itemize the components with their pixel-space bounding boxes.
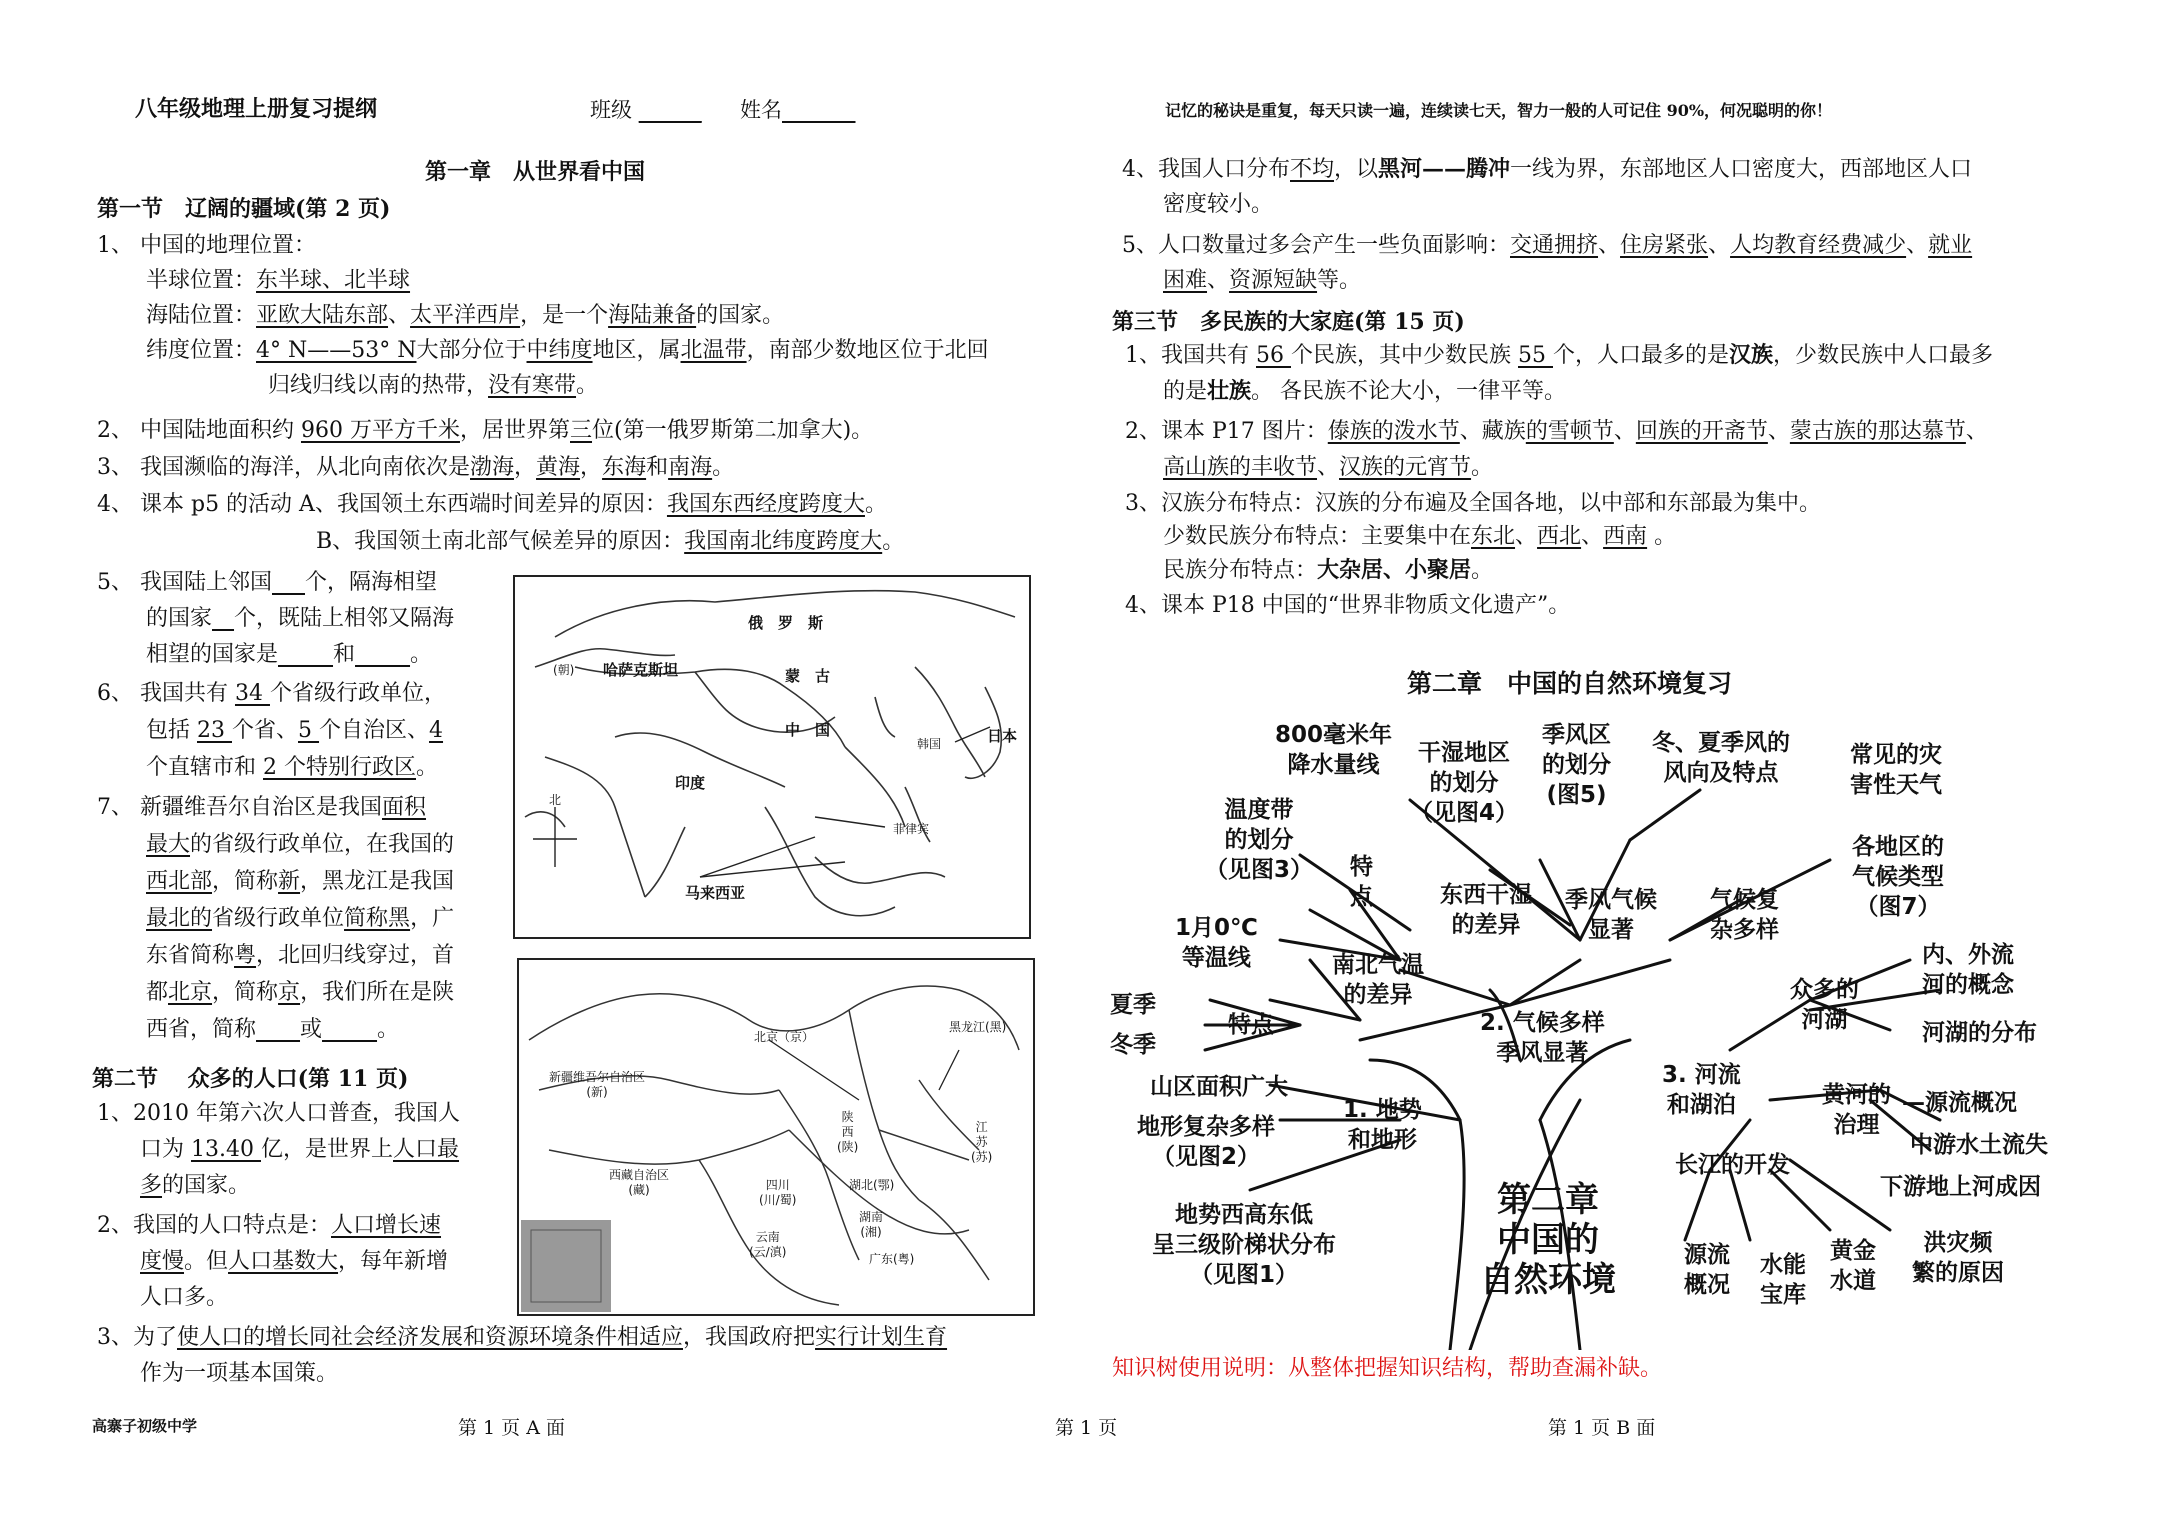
p1-2: 口为 13.40 亿，是世界上人口最 <box>140 1137 460 1162</box>
q7-5: 东省简称粤，北回归线穿过，首 <box>146 943 455 968</box>
tree-mountain: 山区面积广大 <box>1150 1074 1288 1100</box>
q6-2: 包括 23 个省、5 个自治区、4 <box>146 718 444 743</box>
tree-climate: 2. 气候多样 季风显著 <box>1480 1010 1605 1066</box>
q5-3: 相望的国家是_____和_____。 <box>146 642 433 667</box>
q7-4: 最北的省级行政单位简称黑，广 <box>146 906 455 931</box>
q5-1: 5、 我国陆上邻国___个，隔海相望 <box>97 570 438 595</box>
e1-2: 的是壮族。 各民族不论大小，一律平等。 <box>1163 378 1567 404</box>
footer-school: 高寨子初级中学 <box>92 1417 198 1435</box>
label-jiangsu: 江 苏 (苏) <box>971 1120 993 1164</box>
tree-monsoon-div: 季风区 的划分 (图5) <box>1542 722 1611 808</box>
chapter2-title: 第二章 中国的自然环境复习 <box>1407 669 1733 698</box>
chapter1-title: 第一章 从世界看中国 <box>425 159 646 185</box>
tree-east-west: 东西干湿 的差异 <box>1440 882 1532 938</box>
tree-feature2: 特点 <box>1228 1012 1274 1038</box>
tree-yangtze: 长江的开发 <box>1675 1152 1790 1178</box>
label-india: 印度 <box>675 774 706 792</box>
label-tibet: 西藏自治区 (藏) <box>609 1168 670 1197</box>
q5-2: 的国家__个，既陆上相邻又隔海 <box>146 606 455 631</box>
tree-climate-type: 各地区的 气候类型 （图7） <box>1852 834 1944 920</box>
q7-7: 西省，简称____或_____。 <box>146 1017 400 1042</box>
label-russia: 俄 罗 斯 <box>748 614 824 632</box>
p2-2: 度慢。但人口基数大，每年新增 <box>140 1249 449 1274</box>
compass-north: 北 <box>549 793 562 807</box>
label-shaanxi: 陕 西 (陕) <box>837 1110 859 1154</box>
q7-1: 7、 新疆维吾尔自治区是我国面积 <box>97 795 427 820</box>
tree-many-rivers: 众多的 河湖 <box>1790 977 1859 1033</box>
section3-heading: 第三节 多民族的大家庭(第 15 页) <box>1112 309 1465 335</box>
tree-disaster: 常见的灾 害性天气 <box>1850 742 1942 798</box>
label-beijing: 北京（京） <box>754 1030 815 1044</box>
tree-yangtze-source: 源流 概况 <box>1684 1242 1730 1298</box>
tree-usage-note: 知识树使用说明：从整体把握知识结构，帮助查漏补缺。 <box>1112 1356 1663 1381</box>
q2: 2、 中国陆地面积约 960 万平方千米，居世界第三位(第一俄罗斯第二加拿大)。 <box>97 418 874 443</box>
tree-wind: 冬、夏季风的 风向及特点 <box>1652 730 1790 786</box>
tree-river-bed: 下游地上河成因 <box>1880 1174 2041 1200</box>
q1-sea-land: 海陆位置：亚欧大陆东部、太平洋西岸，是一个海陆兼备的国家。 <box>146 303 785 328</box>
p1-1: 1、2010 年第六次人口普查，我国人 <box>97 1101 460 1126</box>
tree-monsoon: 季风气候 显著 <box>1565 887 1657 943</box>
p2-1: 2、我国的人口特点是：人口增长速 <box>97 1213 442 1238</box>
q6-3: 个直辖市和 2 个特别行政区。 <box>146 755 439 780</box>
r4-1: 4、我国人口分布不均，以黑河——腾冲一线为界，东部地区人口密度大，西部地区人口 <box>1122 156 1973 182</box>
tree-in-out-river: 内、外流 河的概念 <box>1922 942 2014 998</box>
tree-step: 地势西高东低 呈三级阶梯状分布 （见图1） <box>1152 1202 1336 1288</box>
q4b: B、我国领土南北部气候差异的原因：我国南北纬度跨度大。 <box>316 529 905 554</box>
section2-heading: 第二节 众多的人口(第 11 页) <box>92 1066 409 1092</box>
label-hubei: 湖北(鄂) <box>849 1178 895 1192</box>
e1-1: 1、我国共有 56 个民族，其中少数民族 55 个，人口最多的是汉族，少数民族中人口最多 <box>1125 342 1994 368</box>
tree-power: 水能 宝库 <box>1760 1252 1806 1308</box>
label-mongolia: 蒙 古 <box>785 667 831 685</box>
tree-yellow-river: 黄河的 治理 <box>1822 1082 1891 1138</box>
tree-rivers: 3. 河流 和湖泊 <box>1662 1062 1741 1118</box>
label-guangdong: 广东(粤) <box>869 1252 915 1266</box>
label-yunnan: 云南 (云/滇) <box>749 1230 787 1259</box>
p3-1: 3、为了使人口的增长同社会经济发展和资源环境条件相适应，我国政府把实行计划生育 <box>97 1325 948 1350</box>
q1-latitude-2: 归线归线以南的热带，没有寒带。 <box>268 373 599 398</box>
tree-golden-waterway: 黄金 水道 <box>1830 1238 1876 1294</box>
motto: 记忆的秘诀是重复，每天只读一遍，连续读七天，智力一般的人可记住 90%，何况聪明的你！ <box>1165 101 1833 120</box>
label-malaysia: 马来西亚 <box>685 884 746 902</box>
label-xinjiang: 新疆维吾尔自治区 (新) <box>549 1070 646 1099</box>
p2-3: 人口多。 <box>140 1285 229 1310</box>
tree-soil-loss: 中游水土流失 <box>1910 1132 2048 1158</box>
r5-1: 5、人口数量过多会产生一些负面影响：交通拥挤、住房紧张、人均教育经费减少、就业 <box>1122 233 1973 258</box>
q1-latitude: 纬度位置：4° N——53° N大部分位于中纬度地区，属北温带，南部少数地区位于北回 <box>146 338 989 363</box>
tree-winter: 冬季 <box>1110 1032 1156 1058</box>
q1: 1、 中国的地理位置： <box>97 233 316 258</box>
q4a: 4、 课本 p5 的活动 A、我国领土东西端时间差异的原因：我国东西经度跨度大。 <box>97 492 887 517</box>
q7-3: 西北部，简称新，黑龙江是我国 <box>146 869 455 894</box>
china-province-map <box>517 958 1035 1316</box>
tree-isotherm: 1月0℃ 等温线 <box>1175 915 1258 971</box>
tree-terrain: 1. 地势 和地形 <box>1343 1097 1422 1153</box>
e3-2: 少数民族分布特点：主要集中在东北、西北、西南 。 <box>1163 524 1677 549</box>
q7-2: 最大的省级行政单位，在我国的 <box>146 832 455 857</box>
asia-map <box>513 575 1031 939</box>
tree-north-south: 南北气温 的差异 <box>1332 952 1424 1008</box>
label-sichuan: 四川 (川/蜀) <box>759 1178 797 1207</box>
label-small-country: (朝) <box>553 663 575 677</box>
label-china: 中 国 <box>785 721 831 739</box>
label-kazakhstan: 哈萨克斯坦 <box>603 661 679 679</box>
tree-feature: 特 点 <box>1350 854 1373 910</box>
label-korea: 韩国 <box>917 737 942 751</box>
china-map-outline <box>519 960 1033 1314</box>
footer-page: 第 1 页 <box>1055 1417 1118 1439</box>
q7-6: 都北京，简称京，我们所在是陕 <box>146 980 455 1005</box>
q1-hemisphere: 半球位置：东半球、北半球 <box>146 268 411 293</box>
name-field[interactable]: 姓名_______ <box>740 98 856 122</box>
tree-lake-dist: 河湖的分布 <box>1922 1020 2037 1046</box>
knowledge-tree <box>1110 700 2120 1350</box>
label-heilongjiang: 黑龙江(黑) <box>949 1020 1007 1034</box>
p1-3: 多的国家。 <box>140 1173 251 1198</box>
p3-2: 作为一项基本国策。 <box>140 1361 339 1386</box>
q3: 3、 我国濒临的海洋，从北向南依次是渤海，黄海，东海和南海。 <box>97 455 735 480</box>
footer-page-a: 第 1 页 A 面 <box>458 1417 565 1439</box>
e3-1: 3、汉族分布特点：汉族的分布遍及全国各地，以中部和东部最为集中。 <box>1125 491 1821 516</box>
section1-heading: 第一节 辽阔的疆域(第 2 页) <box>97 196 391 222</box>
r4-2: 密度较小。 <box>1163 192 1274 217</box>
tree-rain-line: 800毫米年 降水量线 <box>1275 722 1393 778</box>
tree-dry-wet: 干湿地区 的划分 （见图4） <box>1410 740 1519 826</box>
tree-temp-zone: 温度带 的划分 （见图3） <box>1205 797 1314 883</box>
tree-center: 第二章 中国的 自然环境 <box>1480 1180 1616 1300</box>
tree-summer: 夏季 <box>1110 992 1156 1018</box>
class-field[interactable]: 班级 ______ <box>590 98 702 122</box>
tree-terrain-complex: 地形复杂多样 （见图2） <box>1137 1114 1275 1170</box>
r5-2: 困难、资源短缺等。 <box>1163 268 1362 293</box>
e2-2: 高山族的丰收节、汉族的元宵节。 <box>1163 455 1494 480</box>
doc-title: 八年级地理上册复习提纲 <box>135 96 378 122</box>
tree-complex: 气候复 杂多样 <box>1710 887 1779 943</box>
e2-1: 2、课本 P17 图片：傣族的泼水节、藏族的雪顿节、回族的开斋节、蒙古族的那达慕节、 <box>1125 419 1988 444</box>
label-japan: 日本 <box>987 727 1018 745</box>
label-philippines: 菲律宾 <box>893 822 930 836</box>
e3-3: 民族分布特点：大杂居、小聚居。 <box>1163 557 1494 583</box>
label-hunan: 湖南 (湘) <box>859 1210 884 1239</box>
tree-source: —源流概况 <box>1902 1090 2017 1116</box>
tree-flood: 洪灾频 繁的原因 <box>1912 1230 2004 1286</box>
q6-1: 6、 我国共有 34 个省级行政单位， <box>97 681 446 706</box>
e4: 4、课本 P18 中国的“世界非物质文化遗产”。 <box>1125 593 1571 618</box>
footer-page-b: 第 1 页 B 面 <box>1548 1417 1656 1439</box>
